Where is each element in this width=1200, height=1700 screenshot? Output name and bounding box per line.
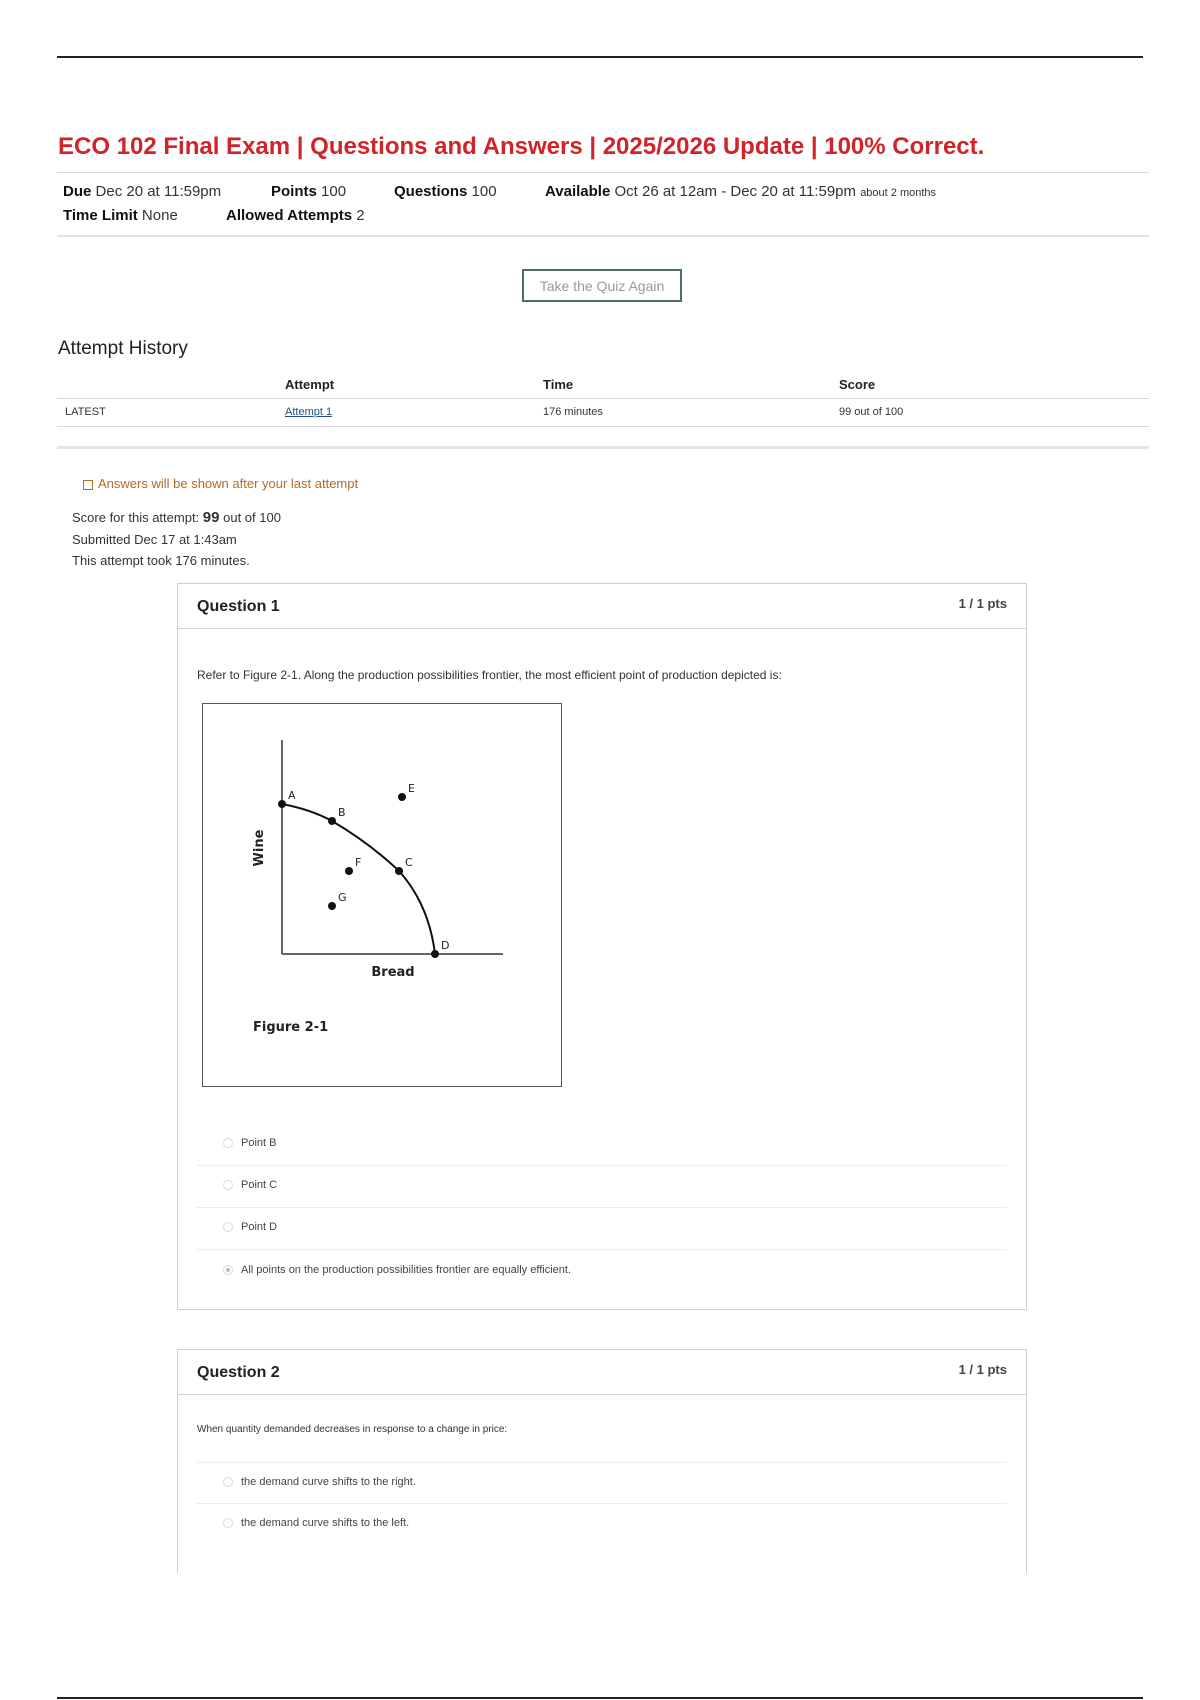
column-header-time: Time — [543, 377, 574, 392]
history-header-divider — [57, 398, 1149, 399]
answer-label: All points on the production possibilities frontier are equally efficient. — [241, 1264, 571, 1276]
radio-button[interactable] — [223, 1222, 233, 1232]
attempt-time: 176 minutes — [543, 406, 603, 418]
score-prefix: Score for this attempt: — [72, 510, 200, 525]
answer-label: Point B — [241, 1137, 277, 1149]
point-g — [328, 902, 336, 910]
answer-option-selected[interactable] — [197, 1251, 1007, 1293]
question-1-header — [178, 584, 1026, 629]
column-header-attempt: Attempt — [285, 377, 335, 392]
history-bottom-divider — [57, 446, 1149, 449]
question-2-card — [177, 1349, 1027, 1573]
answer-label: Point C — [241, 1179, 278, 1191]
y-axis-label: Wine — [252, 829, 267, 867]
duration-line: This attempt took 176 minutes. — [72, 553, 250, 568]
point-label-g: G — [338, 891, 347, 904]
info-icon — [83, 480, 93, 490]
question-1-text: Refer to Figure 2-1. Along the production possibilities frontier, the most efficient point of production depicted is: — [197, 668, 782, 682]
meta-divider — [57, 235, 1149, 237]
question-1-points: 1 / 1 pts — [958, 596, 1007, 611]
figure-caption: Figure 2-1 — [253, 1020, 329, 1035]
meta-points-label: Points — [271, 183, 317, 200]
radio-button[interactable] — [223, 1477, 233, 1487]
question-2-header — [178, 1350, 1026, 1395]
answer-option[interactable] — [197, 1166, 1007, 1208]
answer-label: the demand curve shifts to the left. — [241, 1517, 410, 1528]
meta-questions-label: Questions — [394, 183, 468, 200]
attempt-1-link[interactable]: Attempt 1 — [285, 406, 333, 418]
radio-button[interactable] — [223, 1518, 233, 1528]
score-value: 99 — [202, 509, 220, 526]
point-a — [278, 800, 286, 808]
point-label-b: B — [338, 806, 346, 819]
attempt-score-line — [72, 509, 281, 526]
page-top-rule — [57, 56, 1143, 58]
answers-notice — [83, 476, 358, 491]
meta-points-value: 100 — [321, 183, 347, 200]
answer-option[interactable] — [197, 1208, 1007, 1250]
meta-available-value: Oct 26 at 12am - Dec 20 at 11:59pm — [614, 183, 857, 200]
title-divider — [57, 172, 1149, 173]
point-c — [395, 867, 403, 875]
radio-button[interactable] — [223, 1180, 233, 1190]
meta-due — [63, 183, 221, 200]
radio-button-selected[interactable] — [223, 1265, 233, 1275]
submitted-line: Submitted Dec 17 at 1:43am — [72, 532, 237, 547]
meta-attempts — [226, 207, 365, 224]
page-bottom-rule — [57, 1697, 1143, 1699]
answers-notice-text: Answers will be shown after your last attempt — [98, 476, 359, 491]
ppf-chart — [203, 704, 560, 1085]
attempt-score: 99 out of 100 — [839, 406, 904, 418]
score-suffix: out of 100 — [223, 510, 281, 525]
question-1-title: Question 1 — [197, 598, 280, 615]
meta-questions — [394, 183, 497, 200]
answer-option[interactable] — [197, 1504, 1007, 1528]
answer-option[interactable] — [197, 1124, 1007, 1166]
radio-button[interactable] — [223, 1138, 233, 1148]
meta-questions-value: 100 — [471, 183, 497, 200]
meta-due-value: Dec 20 at 11:59pm — [95, 183, 222, 200]
meta-attempts-label: Allowed Attempts — [226, 207, 353, 224]
history-row-divider — [57, 426, 1149, 427]
meta-time-limit-value: None — [141, 207, 178, 224]
figure-2-1 — [202, 703, 562, 1087]
column-header-score: Score — [839, 377, 876, 392]
answer-label: the demand curve shifts to the right. — [241, 1476, 416, 1488]
point-label-c: C — [405, 856, 413, 869]
question-1-card — [177, 583, 1027, 1310]
latest-tag: LATEST — [65, 406, 106, 418]
answer-option[interactable] — [197, 1462, 1007, 1504]
exam-title: ECO 102 Final Exam | Questions and Answers | 2025/2026 Update | 100% Correct. — [58, 133, 985, 160]
point-label-a: A — [288, 789, 296, 802]
point-f — [345, 867, 353, 875]
point-d — [431, 950, 439, 958]
point-e — [398, 793, 406, 801]
x-axis-label: Bread — [371, 965, 415, 980]
meta-available — [545, 183, 936, 200]
question-2-points: 1 / 1 pts — [958, 1362, 1007, 1377]
point-label-e: E — [408, 782, 415, 795]
question-2-title: Question 2 — [197, 1364, 280, 1381]
point-label-d: D — [441, 939, 450, 952]
take-quiz-again-button[interactable]: Take the Quiz Again — [522, 269, 682, 302]
answer-label: Point D — [241, 1221, 278, 1233]
meta-points — [271, 183, 346, 200]
question-2-text: When quantity demanded decreases in response to a change in price: — [197, 1424, 508, 1435]
meta-available-note: about 2 months — [860, 187, 937, 199]
meta-due-label: Due — [63, 183, 92, 200]
attempt-history-title: Attempt History — [58, 338, 188, 359]
ppf-curve — [282, 804, 435, 954]
meta-available-label: Available — [545, 183, 611, 200]
meta-attempts-value: 2 — [356, 207, 365, 224]
meta-time-limit-label: Time Limit — [63, 207, 138, 224]
point-label-f: F — [355, 856, 362, 869]
meta-time-limit — [63, 207, 178, 224]
point-b — [328, 817, 336, 825]
